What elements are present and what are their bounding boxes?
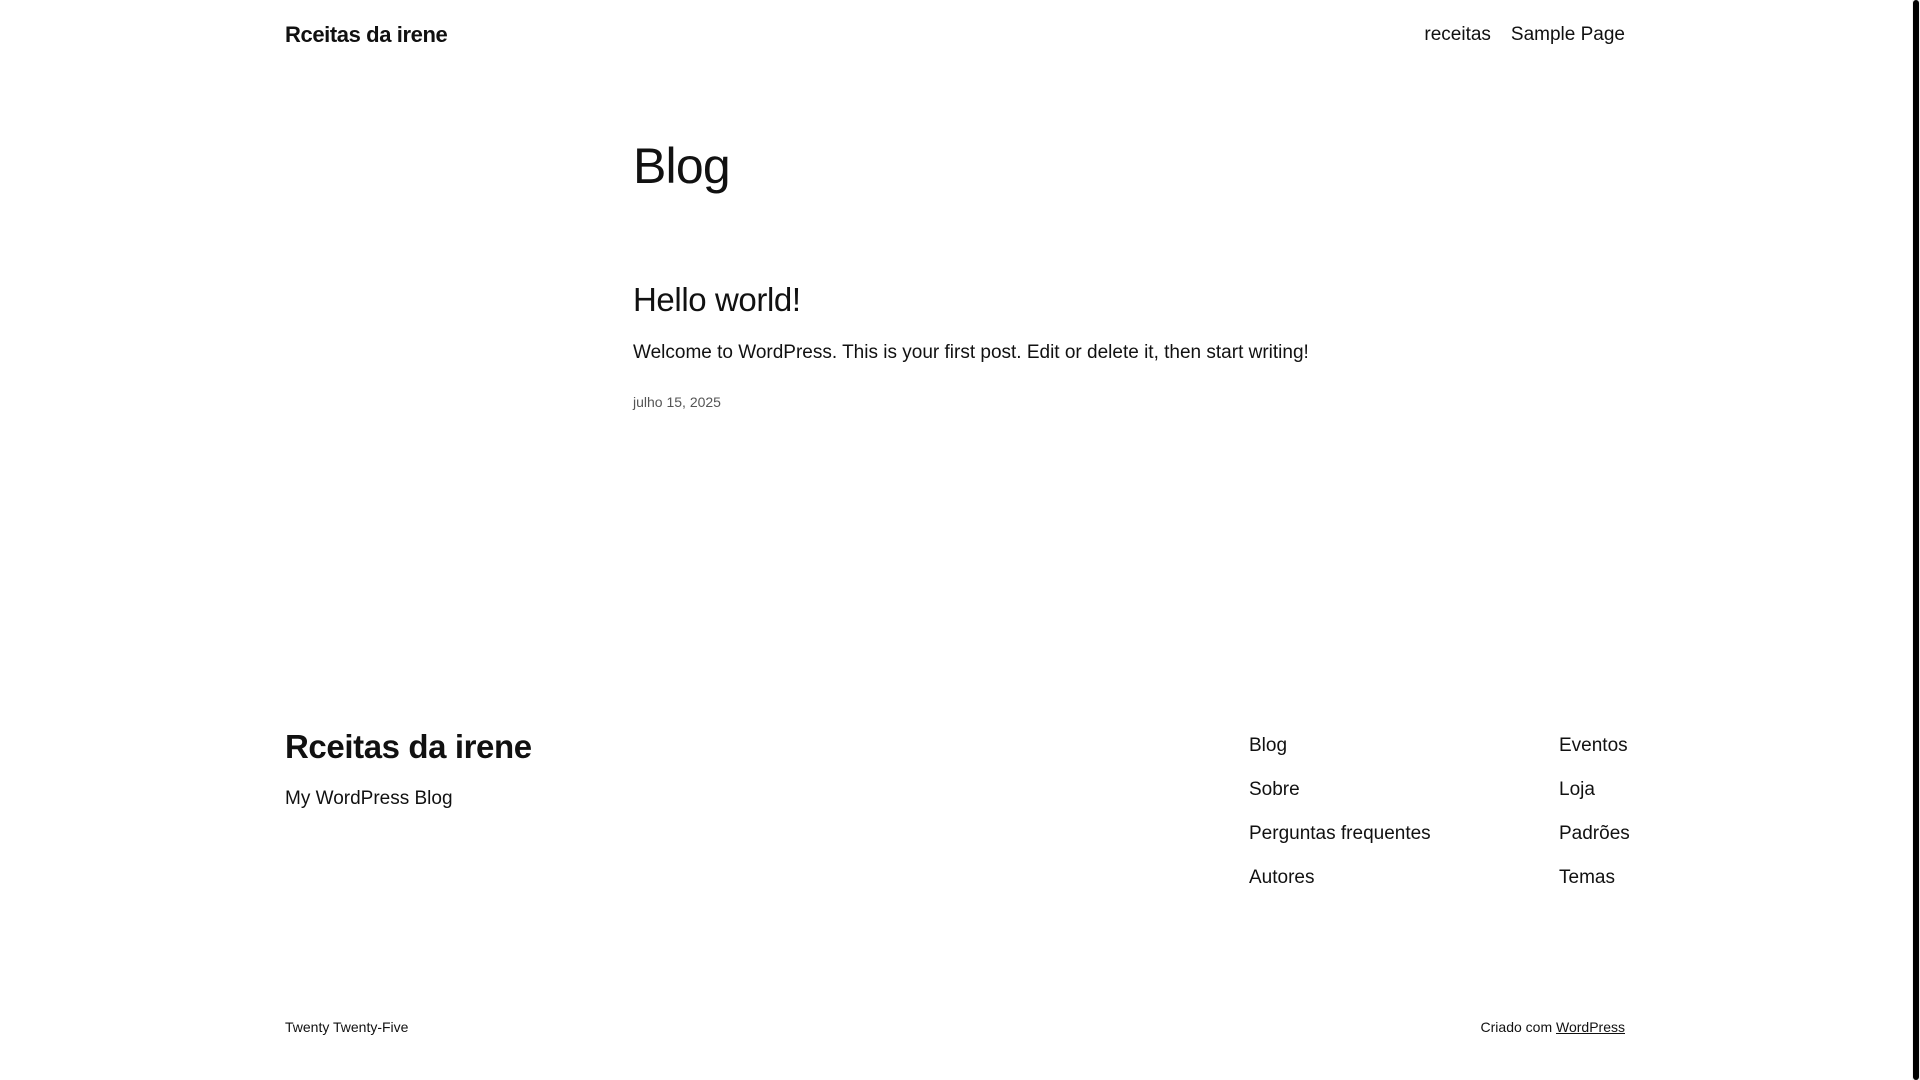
scrollbar-track[interactable] [1912,0,1920,1080]
footer-nav-column-1 [1249,733,1431,890]
footer-site-title-link[interactable]: Rceitas da irene [285,728,532,765]
footer-nav-column-2 [1559,733,1630,890]
footer-link-loja[interactable]: Loja [1559,779,1595,800]
wordpress-link[interactable]: WordPress [1556,1019,1625,1035]
footer-link-blog[interactable]: Blog [1249,735,1288,756]
footer-link-eventos[interactable]: Eventos [1559,735,1628,756]
footer-link-perguntas-frequentes[interactable]: Perguntas frequentes [1249,823,1431,844]
scrollbar-thumb[interactable] [1913,0,1919,1080]
primary-nav [1424,24,1625,46]
footer-link-sobre[interactable]: Sobre [1249,779,1300,800]
nav-item-sample-page[interactable]: Sample Page [1510,24,1625,45]
page-title: Blog [633,138,730,194]
footer-link-padroes[interactable]: Padrões [1559,823,1630,844]
site-title-link[interactable]: Rceitas da irene [285,22,448,47]
footer-link-temas[interactable]: Temas [1559,867,1615,888]
powered-by-prefix: Criado com [1480,1019,1553,1035]
powered-by [1481,1019,1625,1035]
post-date-link[interactable]: julho 15, 2025 [633,394,721,410]
footer-link-autores[interactable]: Autores [1249,867,1315,888]
post-excerpt: Welcome to WordPress. This is your first post. Edit or delete it, then start writing! [633,342,1309,363]
footer-tagline: My WordPress Blog [285,788,453,809]
theme-credit: Twenty Twenty-Five [285,1019,409,1035]
nav-item-receitas[interactable]: receitas [1424,24,1491,45]
post-title-link[interactable]: Hello world! [633,281,801,318]
